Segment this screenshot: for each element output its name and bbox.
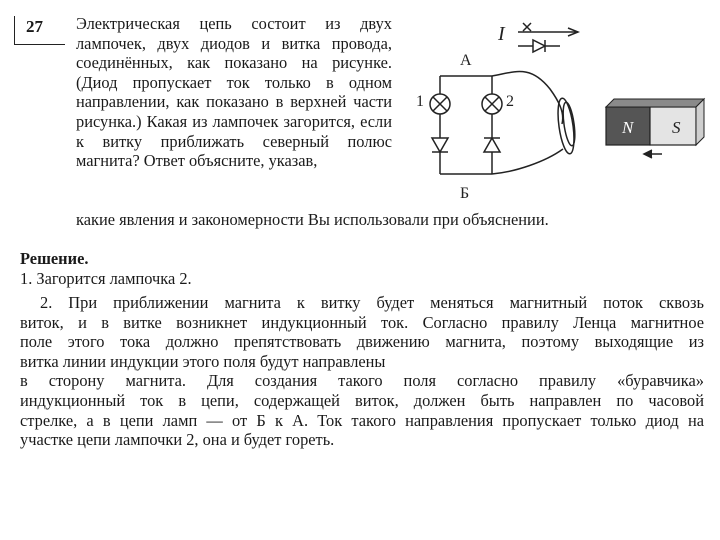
lamp-1-label: 1	[416, 93, 424, 110]
node-label-b: Б	[460, 185, 470, 202]
solution-line: стрелке, а в цепи ламп — от Б к А. Ток такого направления пропускает только диод на	[20, 410, 704, 430]
solution-line: участке цепи лампочки 2, она и будет гореть.	[20, 430, 335, 450]
solution-line: витка линии индукции этого поля будут направлены	[20, 351, 386, 371]
solution-item-2	[20, 293, 704, 450]
lamp-2-label: 2	[506, 93, 514, 110]
question-number: 27	[26, 17, 43, 36]
problem-text: Электрическая цепь состоит из двух лампочек, двух диодов и витка провода, соединённых, как показано на рисунке. (Диод пропускает ток только в одном направлении, как показано в верхней части рисунка.) Какая из лампочек загорится, если к витку приближать северный полюс магнита? Ответ объясните, указав,	[76, 14, 392, 171]
circuit-figure	[400, 14, 710, 204]
solution-line: 2. При приближении магнита к витку будет меняться магнитный поток сквозь	[40, 293, 704, 312]
diode-2	[484, 138, 500, 152]
wire-to-loop-bottom	[492, 149, 563, 174]
magnet-top-face	[606, 99, 704, 107]
solution-line: в сторону магнита. Для создания такого поля согласно правилу «буравчика»	[20, 371, 704, 391]
solution-line: индукционный ток в цепи, содержащей виток, должен быть направлен по часовой	[20, 390, 704, 410]
magnet-side-face	[696, 99, 704, 145]
problem-text-last-line: какие явления и закономерности Вы использовали при объяснении.	[76, 210, 549, 229]
solution-item-1: 1. Загорится лампочка 2.	[20, 269, 192, 288]
wire-to-loop-top	[492, 72, 563, 124]
legend-diode-symbol	[533, 40, 545, 52]
solution-line: виток, и в витке возникнет индукционный ток. Согласно правилу Ленца магнитное	[20, 312, 704, 332]
solution-line: поле этого тока должно препятствовать движению магнита, поэтому выходящие из	[20, 332, 704, 352]
node-label-a: А	[460, 52, 472, 69]
solution-heading: Решение.	[20, 249, 89, 268]
current-label: I	[498, 23, 505, 45]
diode-1	[432, 138, 448, 152]
magnet-s-label: S	[672, 118, 681, 137]
magnet-n-label: N	[622, 118, 634, 137]
